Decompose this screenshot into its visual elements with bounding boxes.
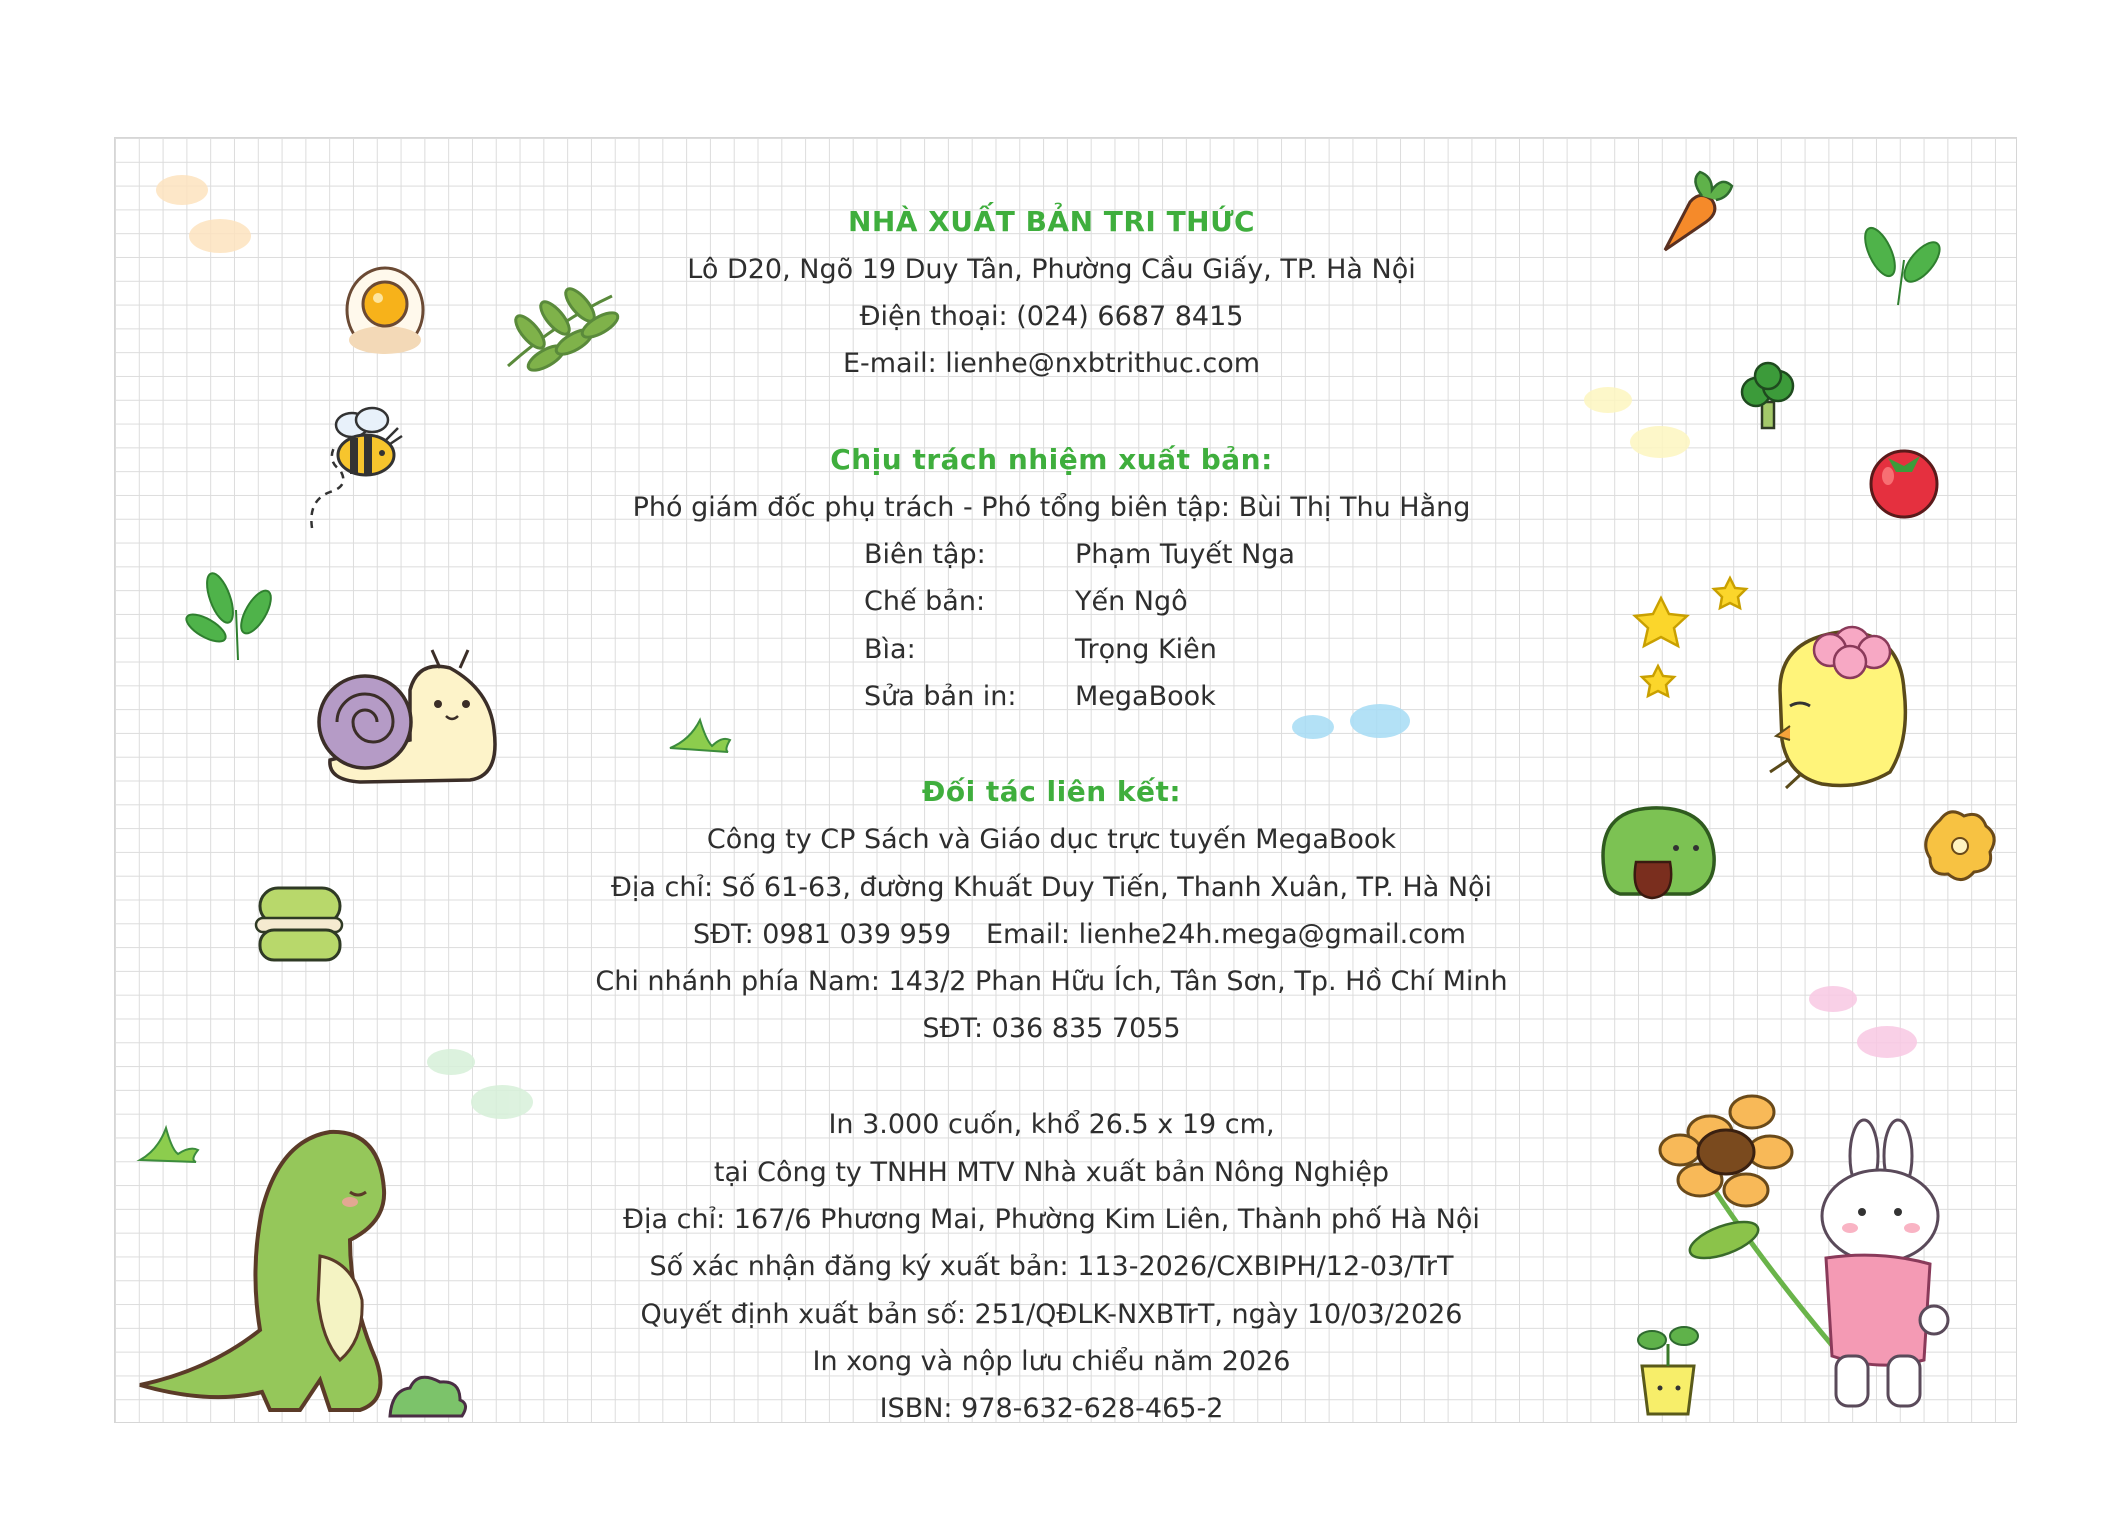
credit-name-editor: Phạm Tuyết Nga [1075,539,1295,570]
partner-heading: Đối tác liên kết: [921,775,1182,808]
publishing-decision: Quyết định xuất bản số: 251/QĐLK-NXBTrT, ngày 10/03/2026 [640,1299,1463,1330]
partner-phone: SĐT: 0981 039 959 [693,919,952,950]
registration-number: Số xác nhận đăng ký xuất bản: 113-2026/CXBIPH/12-03/TrT [649,1251,1454,1282]
credit-name-cover: Trọng Kiên [1075,634,1217,665]
printer-address: Địa chỉ: 167/6 Phương Mai, Phường Kim Liên, Thành phố Hà Nội [623,1204,1480,1235]
printer-name: tại Công ty TNHH MTV Nhà xuất bản Nông Nghiệp [713,1157,1390,1188]
partner-address: Địa chỉ: Số 61-63, đường Khuất Duy Tiến, Thanh Xuân, TP. Hà Nội [610,872,1493,903]
partner-branch-phone: SĐT: 036 835 7055 [922,1013,1181,1044]
director-line: Phó giám đốc phụ trách - Phó tổng biên tập: Bùi Thị Thu Hằng [632,492,1471,523]
isbn: ISBN: 978-632-628-465-2 [879,1393,1224,1424]
credit-role-cover: Bìa: [864,634,916,665]
responsible-heading: Chịu trách nhiệm xuất bản: [830,443,1273,476]
publisher-email: E-mail: lienhe@nxbtrithuc.com [842,348,1261,379]
deposit-line: In xong và nộp lưu chiểu năm 2026 [812,1346,1291,1377]
publisher-phone: Điện thoại: (024) 6687 8415 [859,301,1244,332]
credit-name-proof: MegaBook [1075,681,1216,712]
publisher-address: Lô D20, Ngõ 19 Duy Tân, Phường Cầu Giấy, TP. Hà Nội [687,254,1416,285]
credit-role-editor: Biên tập: [864,539,986,570]
partner-company: Công ty CP Sách và Giáo dục trực tuyến MegaBook [706,824,1397,855]
publisher-name: NHÀ XUẤT BẢN TRI THỨC [847,205,1256,238]
credit-role-layout: Chế bản: [864,586,986,617]
credit-role-proof: Sửa bản in: [864,681,1017,712]
partner-email: Email: lienhe24h.mega@gmail.com [986,919,1466,950]
credit-name-layout: Yến Ngô [1075,586,1188,617]
partner-branch: Chi nhánh phía Nam: 143/2 Phan Hữu Ích, Tân Sơn, Tp. Hồ Chí Minh [595,966,1508,997]
print-run: In 3.000 cuốn, khổ 26.5 x 19 cm, [828,1109,1275,1140]
